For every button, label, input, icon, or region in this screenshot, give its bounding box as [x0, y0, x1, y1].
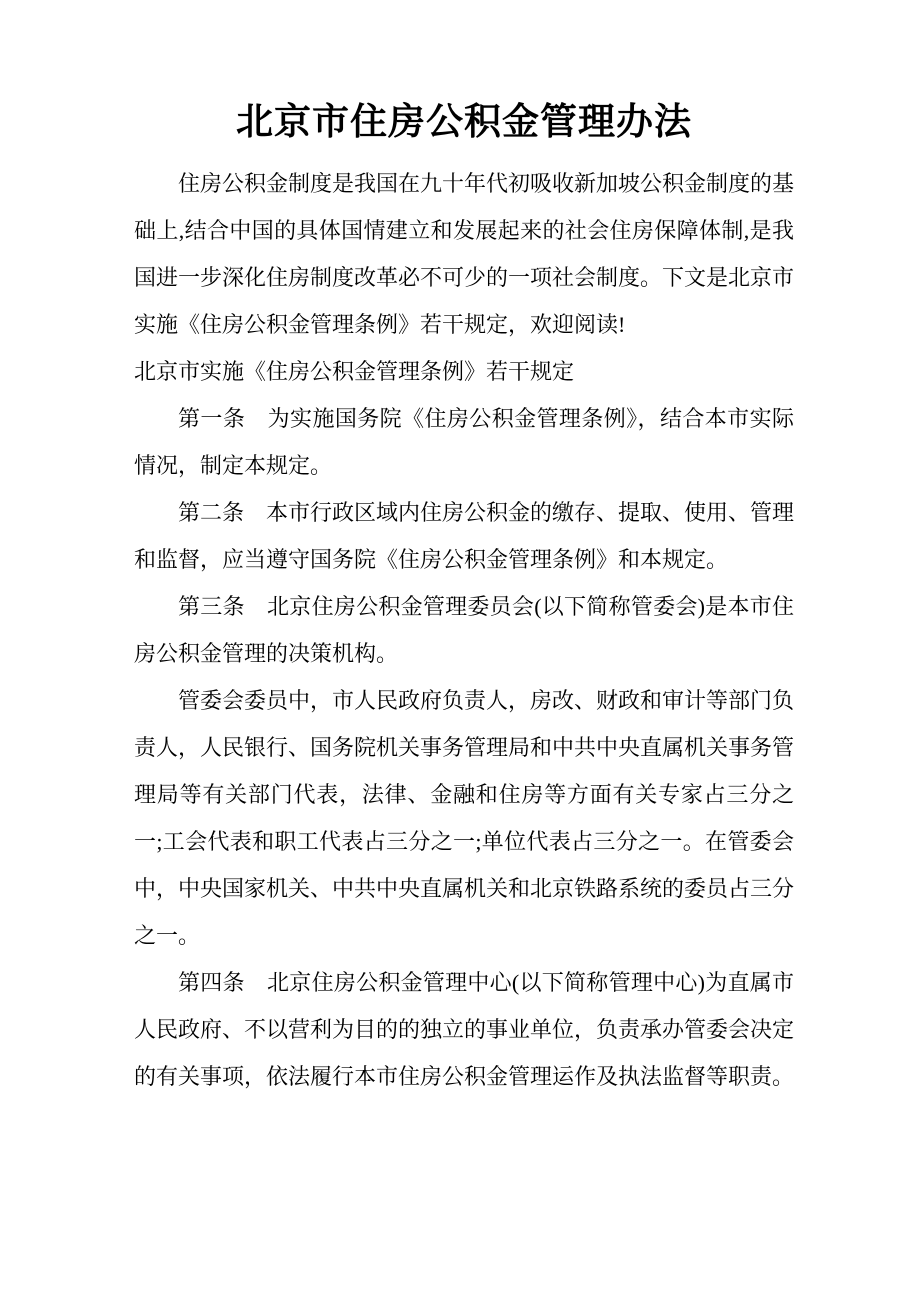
paragraph-article-4: 第四条 北京住房公积金管理中心(以下简称管理中心)为直属市人民政府、不以营利为目的的独立的事业单位，负责承办管委会决定的有关事项，依法履行本市住房公积金管理运作及执法监督等职责。: [134, 970, 795, 1089]
paragraph-committee-composition: 管委会委员中，市人民政府负责人，房改、财政和审计等部门负责人，人民银行、国务院机关事务管理局和中共中央直属机关事务管理局等有关部门代表，法律、金融和住房等方面有关专家占三分之一;工会代表和职工代表占三分之一;单位代表占三分之一。在管委会中，中央国家机关、中共中央直属机关和北京铁路系统的委员占三分之一。: [134, 688, 795, 948]
paragraph-article-1: 第一条 为实施国务院《住房公积金管理条例》，结合本市实际情况，制定本规定。: [134, 406, 794, 478]
document-title: 北京市住房公积金管理办法: [236, 102, 692, 143]
paragraph-subtitle: 北京市实施《住房公积金管理条例》若干规定: [134, 359, 575, 384]
paragraph-article-3: 第三条 北京住房公积金管理委员会(以下简称管委会)是本市住房公积金管理的决策机构。: [134, 594, 794, 666]
paragraph-intro: 住房公积金制度是我国在九十年代初吸收新加坡公积金制度的基础上,结合中国的具体国情建立和发展起来的社会住房保障体制,是我国进一步深化住房制度改革必不可少的一项社会制度。下文是北京市实施《住房公积金管理条例》若干规定，欢迎阅读!: [134, 171, 795, 337]
paragraph-article-2: 第二条 本市行政区域内住房公积金的缴存、提取、使用、管理和监督，应当遵守国务院《住房公积金管理条例》和本规定。: [134, 500, 795, 572]
